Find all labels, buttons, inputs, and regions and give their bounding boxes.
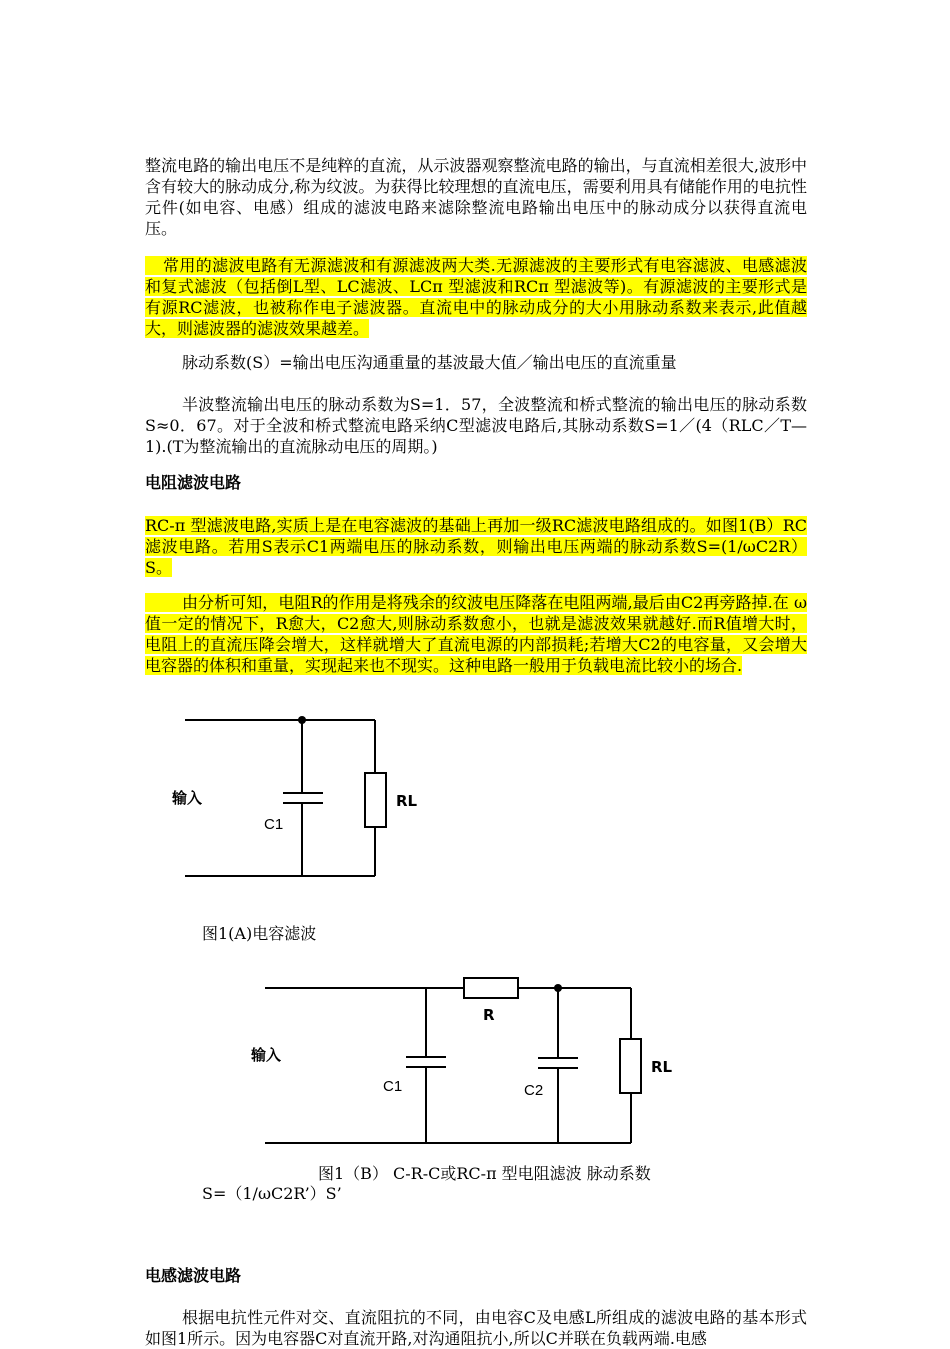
paragraph-rc-pi-filter xyxy=(145,515,807,578)
paragraph-filter-types-text: 常用的滤波电路有无源滤波和有源滤波两大类.无源滤波的主要形式有电容滤波、电感滤波和复式滤波（包括倒L型、LC滤波、LCπ 型滤波和RCπ 型滤波等)。有源滤波的主要形式是有源RC滤波，也被称作电子滤波器。直流电中的脉动成分的大小用脉动系数来表示,此值越大，则滤波器的滤波效果越差。 xyxy=(145,256,807,338)
figure-a-c1-label: C1 xyxy=(264,816,284,833)
figure-b-rl-label: RL xyxy=(651,1058,673,1076)
paragraph-analysis-text: 由分析可知，电阻R的作用是将残余的纹波电压降落在电阻两端,最后由C2再旁路掉.在 ω 值一定的情况下，R愈大，C2愈大,则脉动系数愈小，也就是滤波效果就越好.而R值增大时，电阻上的直流压降会增大，这样就增大了直流电源的内部损耗;若增大C2的电容量，又会增大电容器的体积和重量，实现起来也不现实。这种电路一般用于负载电流比较小的场合. xyxy=(145,593,807,675)
paragraph-inductor-intro xyxy=(145,1307,807,1349)
figure-b-circuit-diagram xyxy=(245,978,685,1148)
figure-b-series-resistor xyxy=(464,978,518,998)
figure-b-caption-line2: S=（1/ωC2R’）S’ xyxy=(202,1184,342,1203)
paragraph-inductor-intro-text: 根据电抗性元件对交、直流阻抗的不同，由电容C及电感L所组成的滤波电路的基本形式如图1所示。因为电容器C对直流开路,对沟通阻抗小,所以C并联在负载两端.电感 xyxy=(145,1308,807,1348)
paragraph-ripple-values xyxy=(145,394,807,457)
figure-b-r-label: R xyxy=(483,1006,495,1024)
figure-b-junction-dot xyxy=(554,984,562,992)
paragraph-ripple-factor-text: 脉动系数(S）=输出电压沟通重量的基波最大值／输出电压的直流重量 xyxy=(182,353,677,372)
paragraph-ripple-values-text: 半波整流输出电压的脉动系数为S=1．57，全波整流和桥式整流的输出电压的脉动系数S≈0．67。对于全波和桥式整流电路采纳C型滤波电路后,其脉动系数S=1／(4（RLC／T—1).(T为整流输出的直流脉动电压的周期。) xyxy=(145,395,807,456)
paragraph-intro xyxy=(145,155,807,239)
paragraph-intro-text: 整流电路的输出电压不是纯粹的直流，从示波器观察整流电路的输出，与直流相差很大,波形中含有较大的脉动成分,称为纹波。为获得比较理想的直流电压，需要利用具有储能作用的电抗性元件(如电容、电感）组成的滤波电路来滤除整流电路输出电压中的脉动成分以获得直流电压。 xyxy=(145,156,807,238)
paragraph-rc-pi-filter-text: RC-π 型滤波电路,实质上是在电容滤波的基础上再加一级RC滤波电路组成的。如图1(B）RC滤波电路。若用S表示C1两端电压的脉动系数，则输出电压两端的脉动系数S=(1/ωC2R）S。 xyxy=(145,516,807,577)
figure-b-c2-label: C2 xyxy=(524,1082,544,1099)
heading-inductor-filter: 电感滤波电路 xyxy=(145,1266,242,1285)
figure-a-circuit-diagram xyxy=(172,712,500,887)
figure-a-caption: 图1(A)电容滤波 xyxy=(202,924,317,943)
figure-b-c1-label: C1 xyxy=(383,1078,403,1095)
paragraph-ripple-factor xyxy=(145,352,807,373)
figure-a-rl-label: RL xyxy=(396,792,418,810)
figure-b-load-resistor xyxy=(620,1039,641,1093)
figure-a-input-label: 输入 xyxy=(172,789,203,807)
heading-resistor-filter: 电阻滤波电路 xyxy=(145,473,242,492)
paragraph-filter-types xyxy=(145,255,807,339)
figure-b-caption-line1: 图1（B） C-R-C或RC-π 型电阻滤波 脉动系数 xyxy=(318,1164,651,1183)
paragraph-analysis xyxy=(145,592,807,676)
figure-b-input-label: 输入 xyxy=(251,1046,282,1064)
figure-a-junction-dot xyxy=(298,716,306,724)
figure-a-load-resistor xyxy=(365,773,386,827)
